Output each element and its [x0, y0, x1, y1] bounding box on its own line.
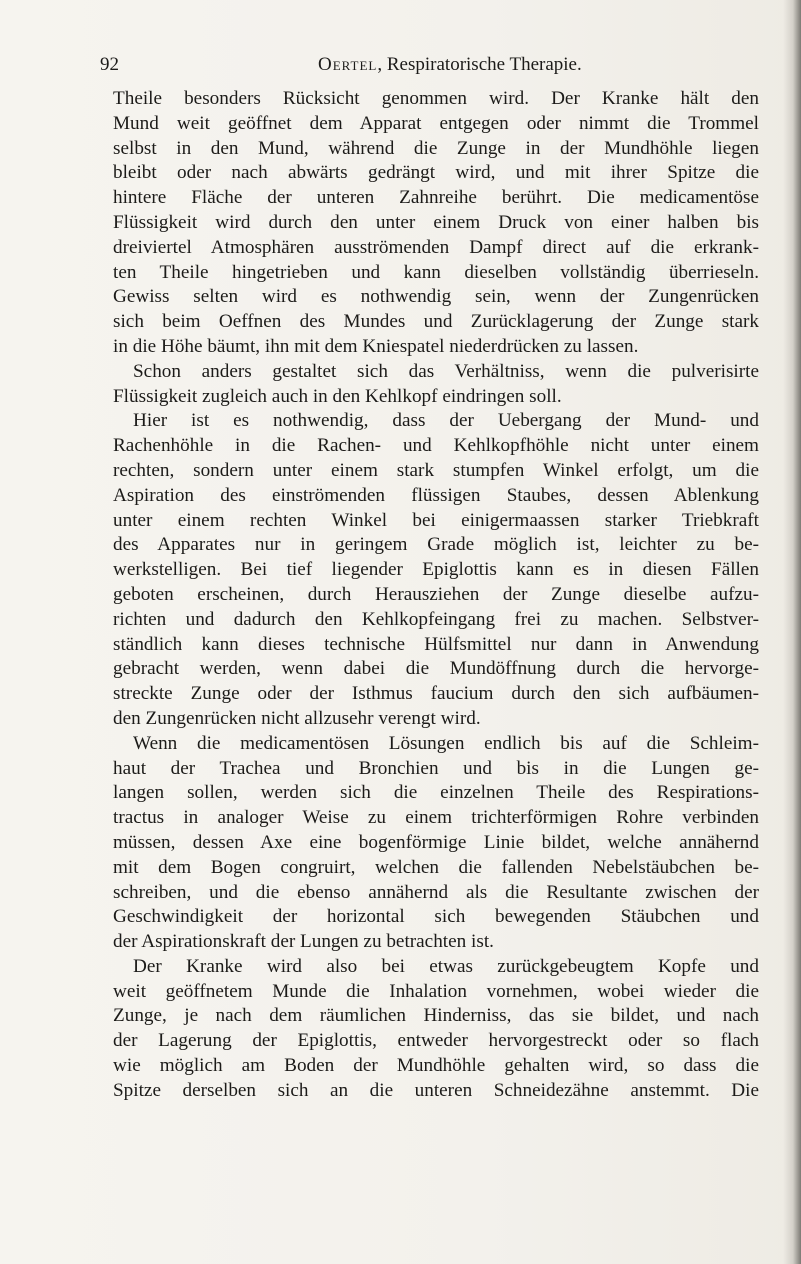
running-head-title: , Respiratorische Therapie.	[377, 54, 582, 75]
text-line: langen sollen, werden sich die einzelnen Theile des Respirations-	[113, 782, 759, 804]
text-line: haut der Trachea und Bronchien und bis in die Lungen ge-	[113, 757, 759, 779]
text-line: Hier ist es nothwendig, dass der Uebergang der Mund- und	[133, 410, 759, 432]
text-line: Gewiss selten wird es nothwendig sein, wenn der Zungenrücken	[113, 286, 759, 308]
running-head	[318, 52, 582, 78]
text-line: müssen, dessen Axe eine bogenförmige Linie bildet, welche annähernd	[113, 831, 759, 853]
text-line: werkstelligen. Bei tief liegender Epiglottis kann es in diesen Fällen	[113, 559, 759, 581]
text-line: Spitze derselben sich an die unteren Schneidezähne anstemmt. Die	[113, 1079, 759, 1101]
text-line: Flüssigkeit wird durch den unter einem Druck von einer halben bis	[113, 211, 759, 233]
text-line: den Zungenrücken nicht allzusehr verengt wird.	[113, 707, 481, 729]
text-line: Der Kranke wird also bei etwas zurückgebeugtem Kopfe und	[133, 955, 759, 977]
text-line: ten Theile hingetrieben und kann dieselben vollständig überrieseln.	[113, 261, 759, 283]
text-line: Theile besonders Rücksicht genommen wird. Der Kranke hält den	[113, 88, 759, 109]
page-number: 92	[100, 54, 119, 75]
text-line: selbst in den Mund, während die Zunge in der Mundhöhle liegen	[113, 137, 759, 159]
text-line: rechten, sondern unter einem stark stumpfen Winkel erfolgt, um die	[113, 459, 759, 481]
text-line: des Apparates nur in geringem Grade möglich ist, leichter zu be-	[113, 534, 759, 556]
text-line: tractus in analoger Weise zu einem trichterförmigen Rohre verbinden	[113, 807, 759, 829]
text-line: Zunge, je nach dem räumlichen Hinderniss, das sie bildet, und nach	[113, 1005, 759, 1027]
text-line: richten und dadurch den Kehlkopfeingang frei zu machen. Selbstver-	[113, 608, 759, 630]
text-line: in die Höhe bäumt, ihn mit dem Kniespatel niederdrücken zu lassen.	[113, 335, 639, 357]
text-line: bleibt oder nach abwärts gedrängt wird, und mit ihrer Spitze die	[113, 162, 759, 184]
text-line: Aspiration des einströmenden flüssigen Staubes, dessen Ablenkung	[113, 484, 759, 506]
text-line: Wenn die medicamentösen Lösungen endlich bis auf die Schleim-	[133, 732, 759, 754]
text-line: hintere Fläche der unteren Zahnreihe berührt. Die medicamentöse	[113, 187, 759, 209]
text-line: ständlich kann dieses technische Hülfsmittel nur dann in Anwendung	[113, 633, 759, 655]
text-line: schreiben, und die ebenso annähernd als die Resultante zwischen der	[113, 881, 759, 903]
text-line: Geschwindigkeit der horizontal sich bewegenden Stäubchen und	[113, 906, 759, 928]
text-line: der Lagerung der Epiglottis, entweder hervorgestreckt oder so flach	[113, 1030, 759, 1052]
text-line: gebracht werden, wenn dabei die Mundöffnung durch die hervorge-	[113, 658, 759, 680]
text-line: mit dem Bogen congruirt, welchen die fallenden Nebelstäubchen be-	[113, 856, 759, 878]
text-line: der Aspirationskraft der Lungen zu betrachten ist.	[113, 931, 494, 953]
body-text	[113, 87, 759, 1104]
text-line: wie möglich am Boden der Mundhöhle gehalten wird, so dass die	[113, 1055, 759, 1077]
text-line: sich beim Oeffnen des Mundes und Zurücklagerung der Zunge stark	[113, 311, 759, 333]
text-line: Flüssigkeit zugleich auch in den Kehlkopf eindringen soll.	[113, 385, 562, 407]
text-line: streckte Zunge oder der Isthmus faucium durch den sich aufbäumen-	[113, 683, 759, 705]
text-line: geboten erscheinen, durch Herausziehen der Zunge dieselbe aufzu-	[113, 583, 759, 605]
text-line: unter einem rechten Winkel bei einigermaassen starker Triebkraft	[113, 509, 759, 531]
page-gutter-shadow	[783, 0, 801, 1264]
text-line: Rachenhöhle in die Rachen- und Kehlkopfhöhle nicht unter einem	[113, 435, 759, 457]
page-header	[100, 52, 760, 78]
text-line: Schon anders gestaltet sich das Verhältniss, wenn die pulverisirte	[133, 360, 759, 382]
text-line: dreiviertel Atmosphären ausströmenden Dampf direct auf die erkrank-	[113, 236, 759, 258]
text-line: Mund weit geöffnet dem Apparat entgegen oder nimmt die Trommel	[113, 112, 759, 134]
text-line: weit geöffnetem Munde die Inhalation vornehmen, wobei wieder die	[113, 980, 759, 1002]
running-head-author: Oertel	[318, 54, 378, 75]
